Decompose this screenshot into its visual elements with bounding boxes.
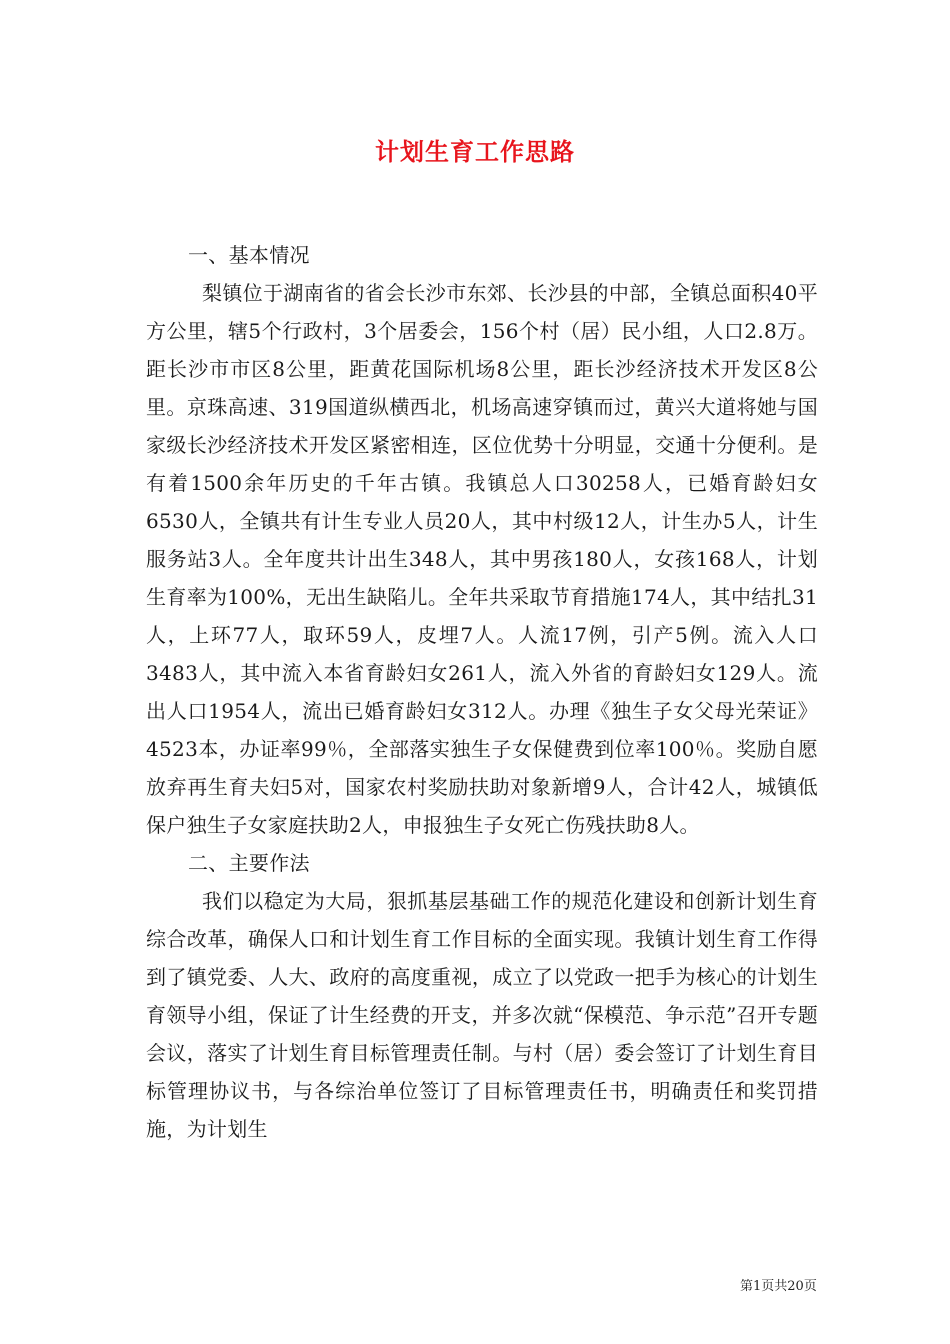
document-body [146, 236, 818, 1148]
section-paragraph-main-practices: 我们以稳定为大局，狠抓基层基础工作的规范化建设和创新计划生育综合改革，确保人口和计划生育工作目标的全面实现。我镇计划生育工作得到了镇党委、人大、政府的高度重视，成立了以党政一把手为核心的计划生育领导小组，保证了计生经费的开支，并多次就“保模范、争示范”召开专题会议，落实了计划生育目标管理责任制。与村（居）委会签订了计划生育目标管理协议书，与各综治单位签订了目标管理责任书，明确责任和奖罚措施，为计划生 [146, 889, 818, 1141]
page-number-footer: 第1页共20页 [740, 1279, 817, 1294]
section-heading-basic-situation: 一、基本情况 [188, 243, 310, 267]
document-title: 计划生育工作思路 [375, 137, 575, 166]
section-heading-main-practices: 二、主要作法 [188, 851, 310, 875]
section-paragraph-basic-situation: 梨镇位于湖南省的省会长沙市东郊、长沙县的中部，全镇总面积40平方公里，辖5个行政村，3个居委会，156个村（居）民小组，人口2.8万。距长沙市市区8公里，距黄花国际机场8公里，距长沙经济技术开发区8公里。京珠高速、319国道纵横西北，机场高速穿镇而过，黄兴大道将她与国家级长沙经济技术开发区紧密相连，区位优势十分明显，交通十分便利。是有着1500余年历史的千年古镇。我镇总人口30258人，已婚育龄妇女6530人，全镇共有计生专业人员20人，其中村级12人，计生办5人，计生服务站3人。全年度共计出生348人，其中男孩180人，女孩168人，计划生育率为100%，无出生缺陷儿。全年共采取节育措施174人，其中结扎31人，上环77人，取环59人，皮埋7人。人流17例，引产5例。流入人口3483人，其中流入本省育龄妇女261人，流入外省的育龄妇女129人。流出人口1954人，流出已婚育龄妇女312人。办理《独生子女父母光荣证》4523本，办证率99％，全部落实独生子女保健费到位率100％。奖励自愿放弃再生育夫妇5对，国家农村奖励扶助对象新增9人，合计42人，城镇低保户独生子女家庭扶助2人，申报独生子女死亡伤残扶助8人。 [146, 281, 818, 837]
